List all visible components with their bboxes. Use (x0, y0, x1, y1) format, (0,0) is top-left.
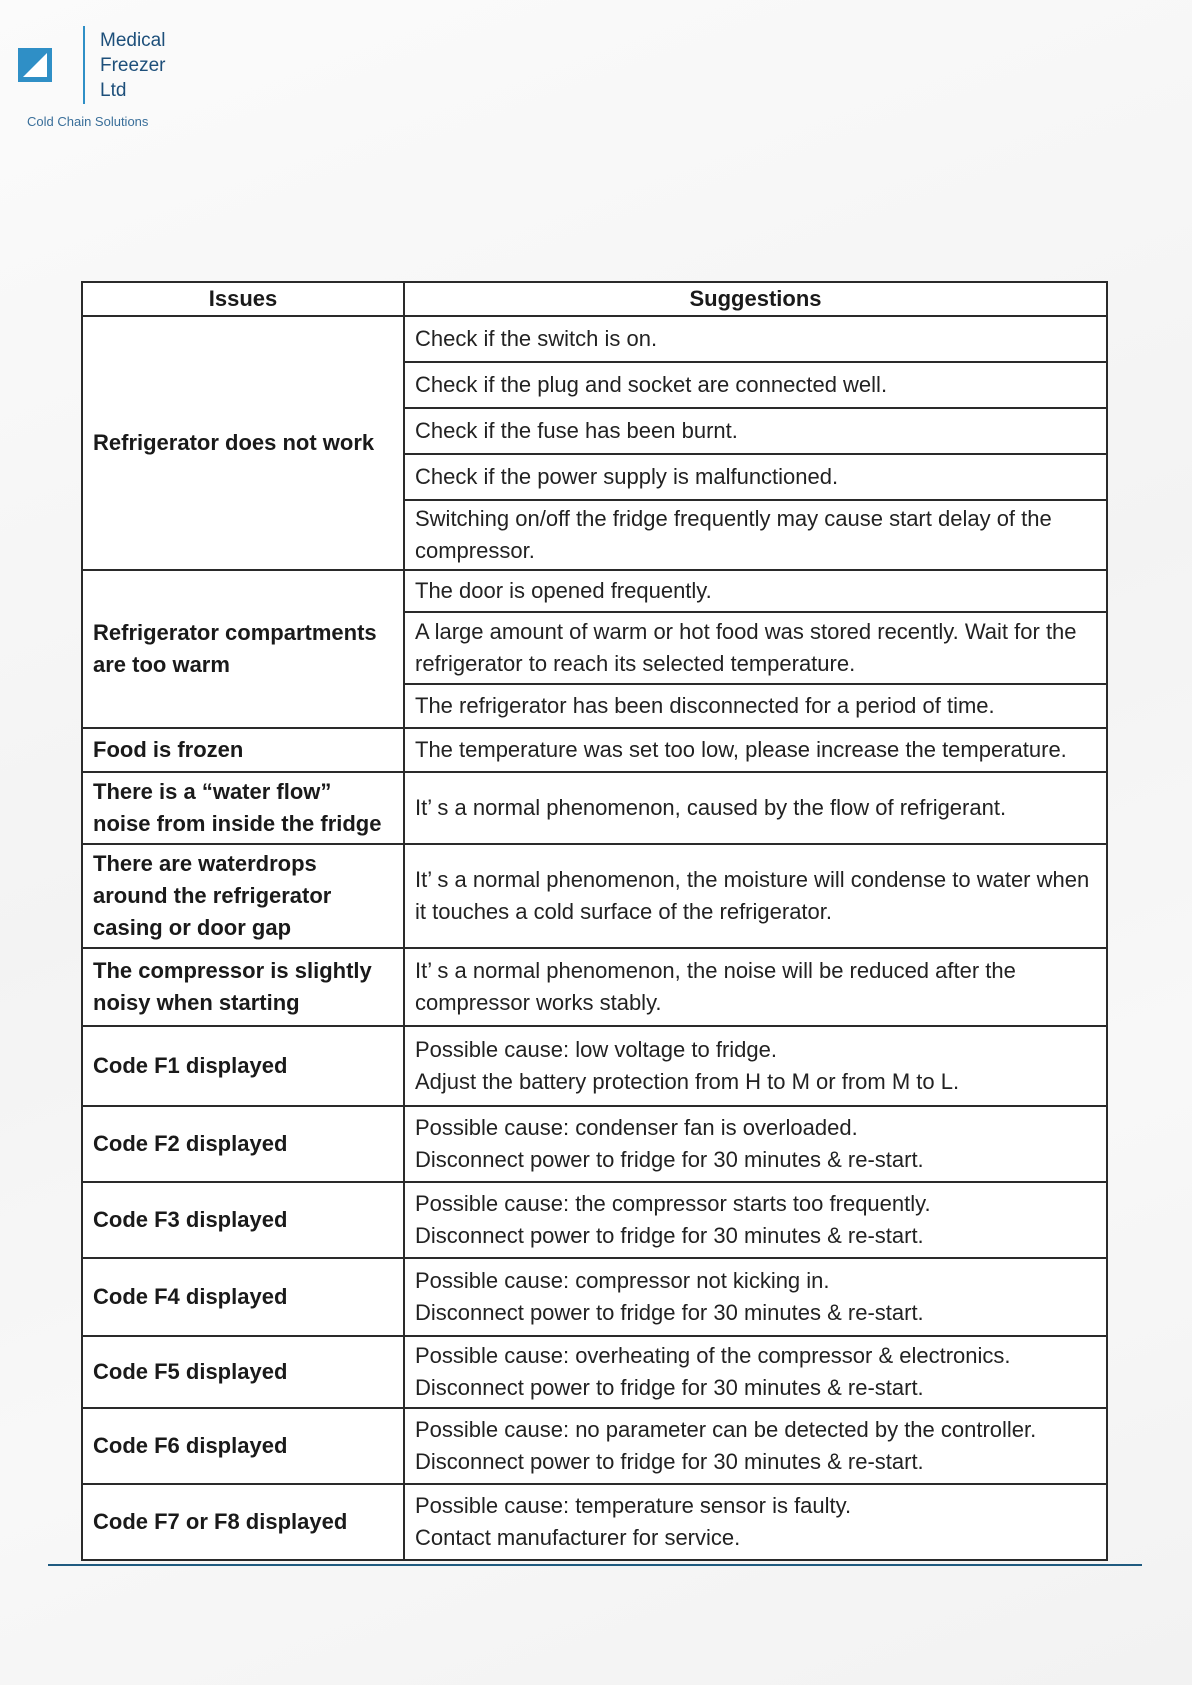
suggestion-line: Possible cause: low voltage to fridge. (415, 1037, 777, 1062)
table-header-row (82, 282, 1107, 316)
suggestion-cell: Check if the plug and socket are connected well. (404, 362, 1107, 408)
logo-word-2: Freezer (100, 55, 166, 76)
suggestion-line: Possible cause: temperature sensor is faulty. (415, 1493, 852, 1518)
suggestion-line: Disconnect power to fridge for 30 minutes & re-start. (415, 1300, 924, 1325)
table-row (82, 1258, 1107, 1336)
suggestion-line: Disconnect power to fridge for 30 minutes & re-start. (415, 1449, 924, 1474)
suggestion-cell: Check if the fuse has been burnt. (404, 408, 1107, 454)
issue-cell: Code F6 displayed (82, 1408, 404, 1484)
suggestion-cell: Check if the switch is on. (404, 316, 1107, 362)
suggestion-line: Adjust the battery protection from H to M or from M to L. (415, 1069, 960, 1094)
suggestion-line: Disconnect power to fridge for 30 minutes & re-start. (415, 1375, 924, 1400)
issue-cell: Code F1 displayed (82, 1026, 404, 1106)
issue-cell: Refrigerator does not work (82, 316, 404, 570)
table-row (82, 1336, 1107, 1408)
issue-cell: The compressor is slightly noisy when starting (82, 948, 404, 1026)
table-row (82, 1408, 1107, 1484)
company-logo (18, 26, 218, 136)
header-suggestions: Suggestions (404, 282, 1107, 316)
table-row (82, 1182, 1107, 1258)
suggestion-line: Disconnect power to fridge for 30 minutes & re-start. (415, 1223, 924, 1248)
logo-mark-icon (18, 48, 52, 82)
issue-cell: Code F3 displayed (82, 1182, 404, 1258)
suggestion-cell: The door is opened frequently. (404, 570, 1107, 612)
suggestion-cell: It’ s a normal phenomenon, the moisture will condense to water when it touches a cold surface of the refrigerator. (404, 844, 1107, 948)
suggestion-cell: Check if the power supply is malfunctioned. (404, 454, 1107, 500)
table-row (82, 570, 1107, 612)
table-row (82, 772, 1107, 844)
suggestion-line: Possible cause: condenser fan is overloaded. (415, 1115, 858, 1140)
table-row (82, 1484, 1107, 1560)
suggestion-cell (404, 1484, 1107, 1560)
issue-cell: There is a “water flow” noise from inside the fridge (82, 772, 404, 844)
suggestion-cell (404, 1336, 1107, 1408)
suggestion-line: Possible cause: compressor not kicking in. (415, 1268, 830, 1293)
suggestion-cell (404, 1182, 1107, 1258)
suggestion-line: Possible cause: overheating of the compressor & electronics. (415, 1343, 1011, 1368)
table-row (82, 728, 1107, 772)
table-row (82, 1026, 1107, 1106)
suggestion-cell: The temperature was set too low, please increase the temperature. (404, 728, 1107, 772)
suggestion-cell (404, 1408, 1107, 1484)
suggestion-cell: A large amount of warm or hot food was stored recently. Wait for the refrigerator to reach its selected temperature. (404, 612, 1107, 684)
issue-cell: Refrigerator compartments are too warm (82, 570, 404, 728)
header-issues: Issues (82, 282, 404, 316)
logo-divider (83, 26, 85, 104)
suggestion-line: Contact manufacturer for service. (415, 1525, 741, 1550)
issue-cell: Food is frozen (82, 728, 404, 772)
suggestion-cell: Switching on/off the fridge frequently may cause start delay of the compressor. (404, 500, 1107, 570)
suggestion-cell (404, 1026, 1107, 1106)
footer-rule (48, 1564, 1142, 1566)
suggestion-cell (404, 1258, 1107, 1336)
troubleshooting-table (81, 281, 1108, 1561)
suggestion-line: Possible cause: no parameter can be detected by the controller. (415, 1417, 1037, 1442)
table-row (82, 844, 1107, 948)
issue-cell: Code F4 displayed (82, 1258, 404, 1336)
suggestion-cell: It’ s a normal phenomenon, caused by the flow of refrigerant. (404, 772, 1107, 844)
logo-word-1: Medical (100, 30, 166, 51)
issue-cell: Code F5 displayed (82, 1336, 404, 1408)
suggestion-line: Disconnect power to fridge for 30 minutes & re-start. (415, 1147, 924, 1172)
issue-cell: Code F2 displayed (82, 1106, 404, 1182)
table-row (82, 316, 1107, 362)
suggestion-line: Possible cause: the compressor starts too frequently. (415, 1191, 931, 1216)
table-body (82, 316, 1107, 1560)
issue-cell: There are waterdrops around the refrigerator casing or door gap (82, 844, 404, 948)
issue-cell: Code F7 or F8 displayed (82, 1484, 404, 1560)
suggestion-cell: It’ s a normal phenomenon, the noise will be reduced after the compressor works stably. (404, 948, 1107, 1026)
logo-word-3: Ltd (100, 80, 127, 101)
suggestion-cell: The refrigerator has been disconnected for a period of time. (404, 684, 1107, 728)
table-row (82, 948, 1107, 1026)
logo-tagline: Cold Chain Solutions (27, 114, 149, 129)
table-row (82, 1106, 1107, 1182)
suggestion-cell (404, 1106, 1107, 1182)
